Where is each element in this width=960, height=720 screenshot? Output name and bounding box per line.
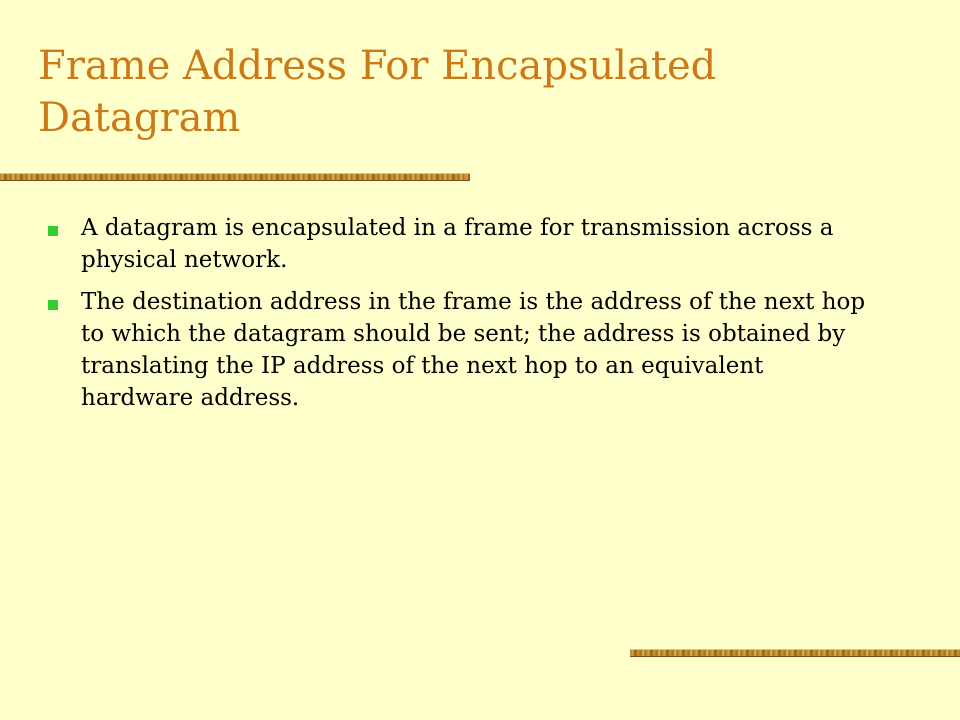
bullet-text: A datagram is encapsulated in a frame for transmission across a physical network. bbox=[81, 215, 834, 273]
bullet-item bbox=[46, 286, 876, 414]
title-underline-divider bbox=[0, 173, 470, 181]
footer-divider bbox=[630, 649, 960, 657]
bullet-list bbox=[46, 212, 876, 424]
slide-title: Frame Address For Encapsulated Datagram bbox=[38, 43, 717, 141]
bullet-text: The destination address in the frame is the address of the next hop to which the datagram should be sent; the address is obtained by translating the IP address of the next hop to an equivalent hardware address. bbox=[81, 289, 866, 411]
square-bullet-icon bbox=[48, 226, 58, 236]
square-bullet-icon bbox=[48, 300, 58, 310]
bullet-item bbox=[46, 212, 876, 276]
